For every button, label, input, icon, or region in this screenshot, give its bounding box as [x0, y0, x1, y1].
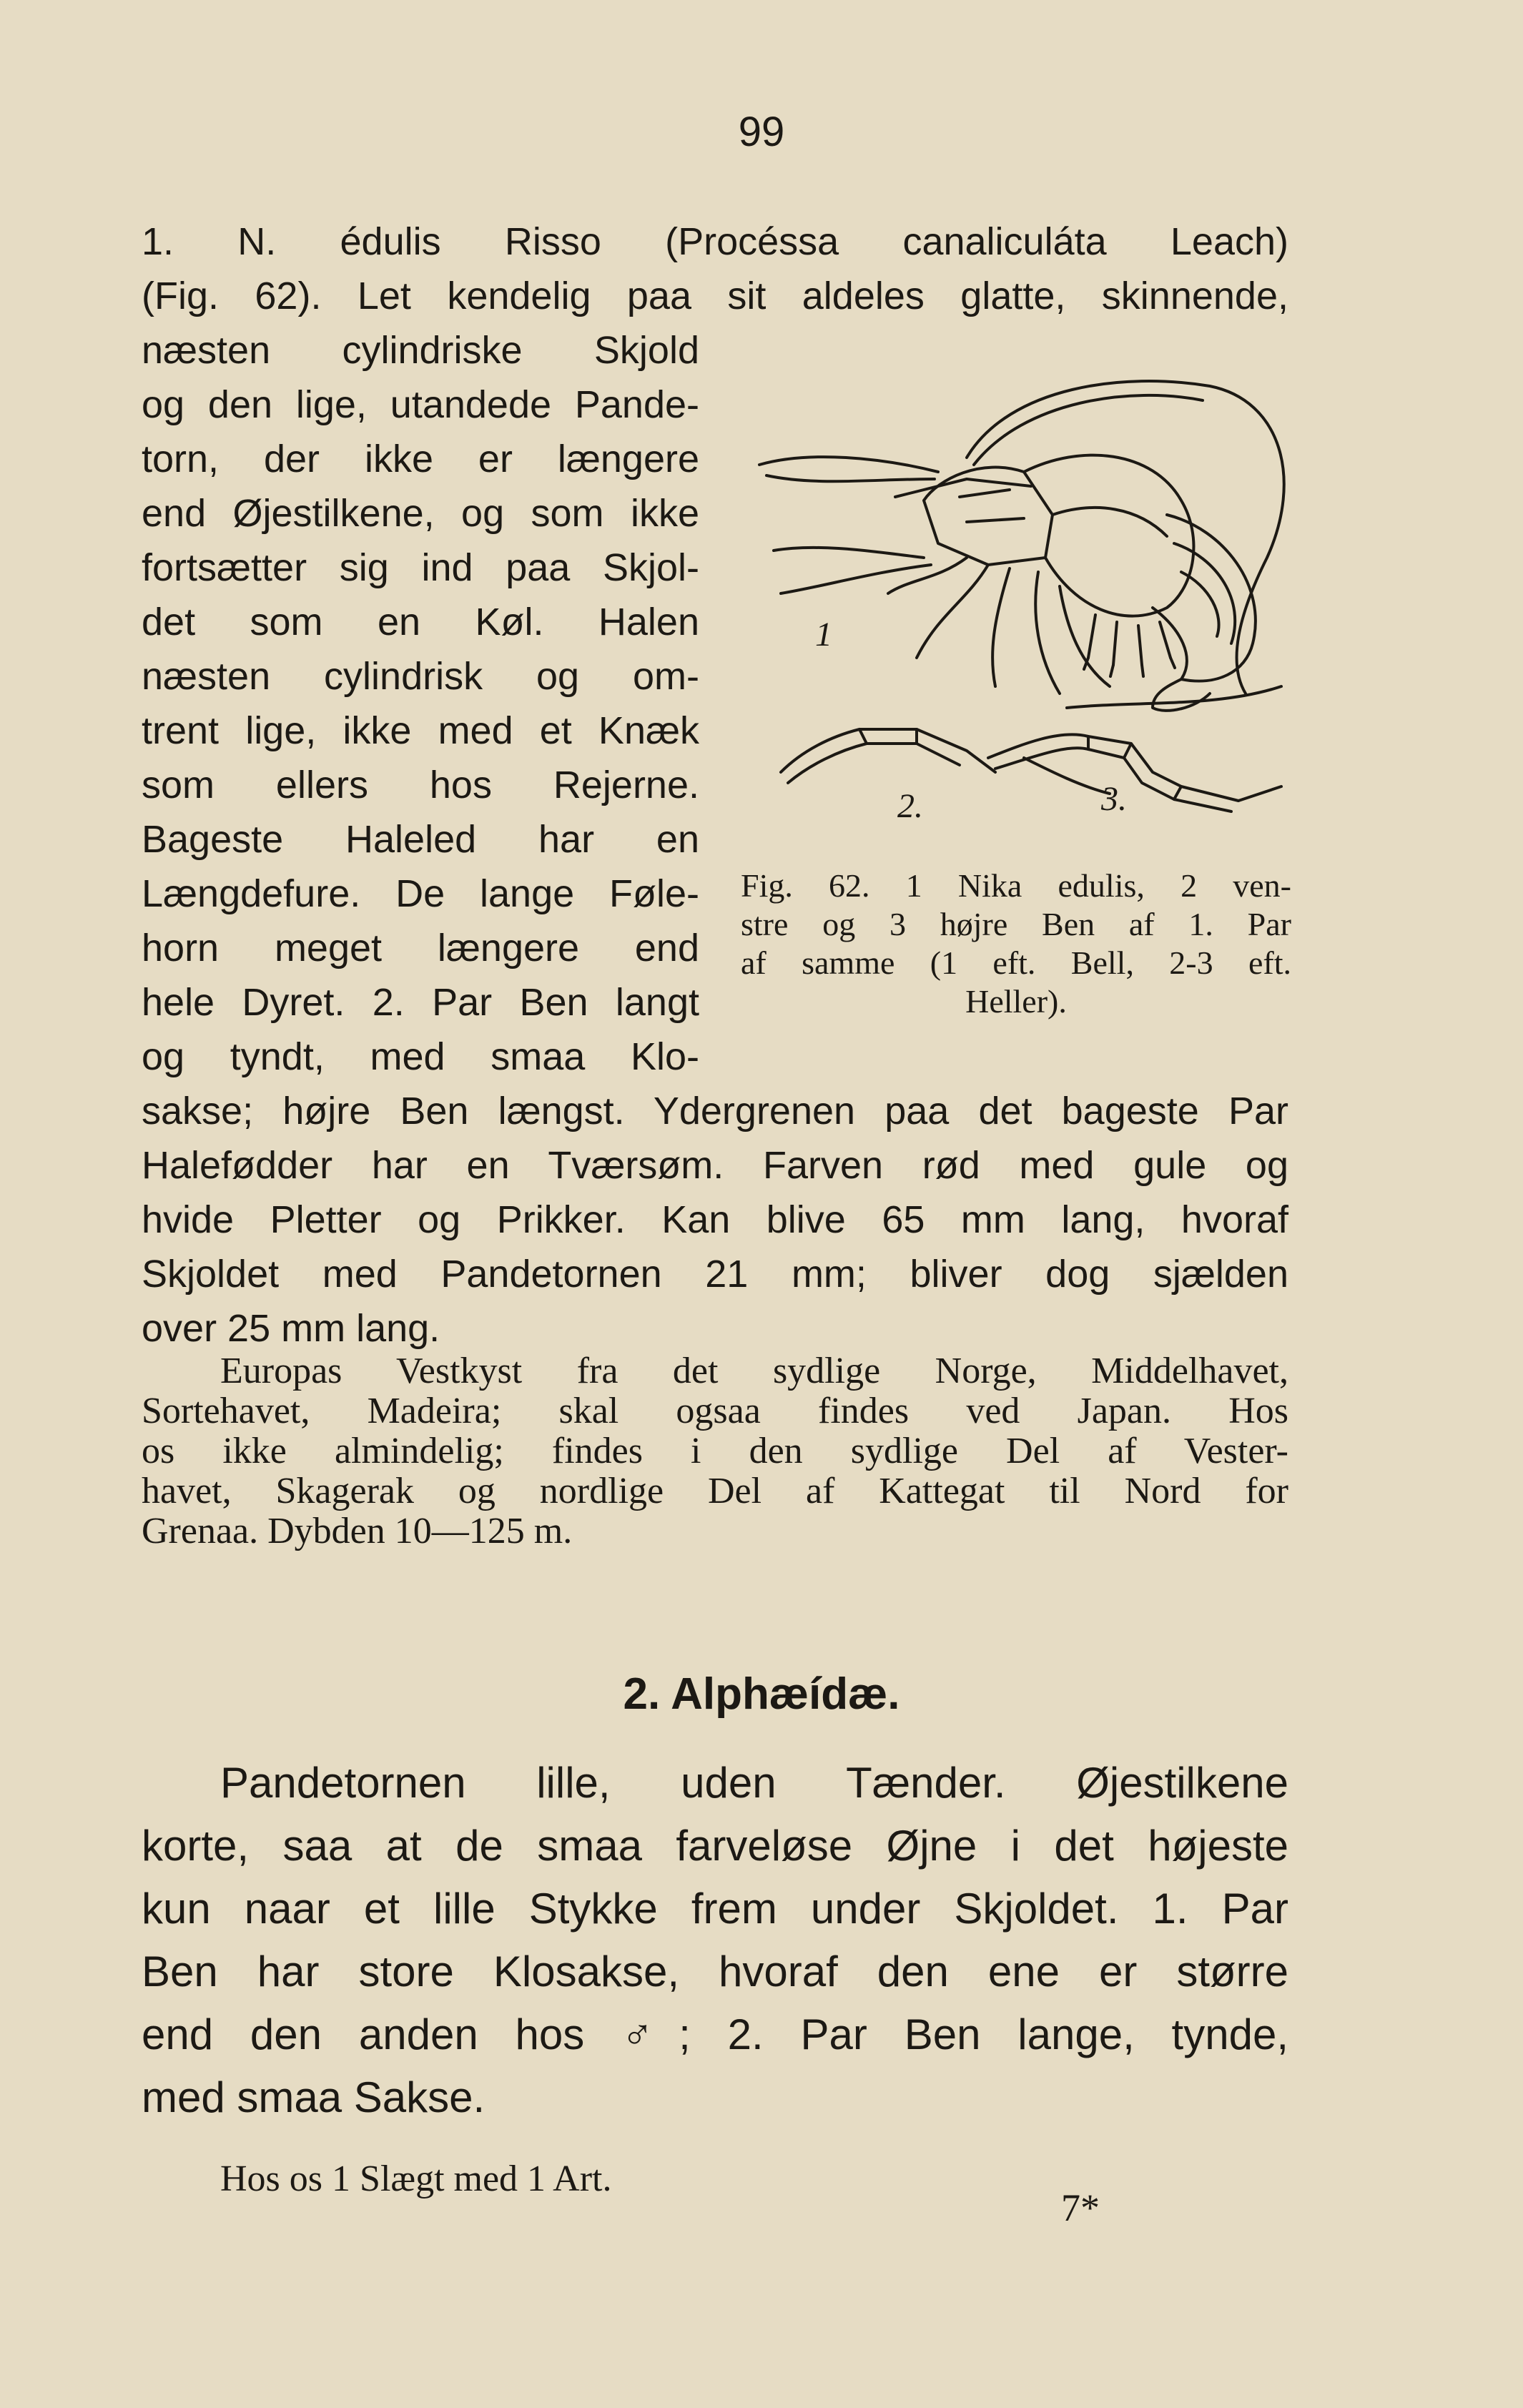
- text-line: som ellers hos Rejerne.: [142, 764, 699, 806]
- figure-caption-line: stre og 3 højre Ben af 1. Par: [741, 906, 1291, 942]
- family-description-line: med smaa Sakse.: [142, 2073, 486, 2121]
- page-number: 99: [738, 109, 785, 155]
- text-line: trent lige, ikke med et Knæk: [142, 709, 699, 752]
- text-line: og den lige, utandede Pande-: [142, 383, 699, 426]
- family-description-line: kun naar et lille Stykke frem under Skjoldet. 1. Par: [142, 1885, 1288, 1933]
- distribution-line: Grenaa. Dybden 10—125 m.: [142, 1511, 573, 1551]
- figure-caption-line: Heller).: [965, 983, 1067, 1020]
- figure-caption-line: af samme (1 eft. Bell, 2-3 eft.: [741, 944, 1291, 981]
- section-heading: 2. Alphæídæ.: [623, 1669, 900, 1719]
- family-description-line: Ben har store Klosakse, hvoraf den ene er større: [142, 1948, 1288, 1995]
- distribution-line: havet, Skagerak og nordlige Del af Kattegat til Nord for: [142, 1471, 1288, 1511]
- signature-mark: 7*: [1061, 2186, 1100, 2229]
- text-line: og tyndt, med smaa Klo-: [142, 1035, 699, 1078]
- text-line: Bageste Haleled har en: [142, 818, 699, 861]
- distribution-line: Sortehavet, Madeira; skal ogsaa findes ved Japan. Hos: [142, 1391, 1288, 1431]
- text-line: næsten cylindriske Skjold: [142, 329, 699, 372]
- text-line: over 25 mm lang.: [142, 1307, 440, 1350]
- text-line: næsten cylindrisk og om-: [142, 655, 699, 698]
- family-description-line: korte, saa at de smaa farveløse Øjne i det højeste: [142, 1822, 1288, 1870]
- shrimp-illustration: [752, 372, 1296, 858]
- text-line: end Øjestilkene, og som ikke: [142, 492, 699, 535]
- text-line: Halefødder har en Tværsøm. Farven rød med gule og: [142, 1144, 1288, 1187]
- text-line: hvide Pletter og Prikker. Kan blive 65 mm lang, hvoraf: [142, 1198, 1288, 1241]
- family-description-line: end den anden hos ♂; 2. Par Ben lange, tynde,: [142, 2010, 1288, 2058]
- distribution-line: os ikke almindelig; findes i den sydlige Del af Vester-: [142, 1431, 1288, 1471]
- text-line: torn, der ikke er længere: [142, 438, 699, 480]
- text-line: Skjoldet med Pandetornen 21 mm; bliver dog sjælden: [142, 1253, 1288, 1296]
- figure-caption-line: Fig. 62. 1 Nika edulis, 2 ven-: [741, 867, 1291, 904]
- text-line: (Fig. 62). Let kendelig paa sit aldeles glatte, skinnende,: [142, 275, 1288, 317]
- text-line: hele Dyret. 2. Par Ben langt: [142, 981, 699, 1024]
- text-line: fortsætter sig ind paa Skjol-: [142, 546, 699, 589]
- figure-label-2: 2.: [897, 787, 923, 825]
- text-line: Længdefure. De lange Føle-: [142, 872, 699, 915]
- figure-label-3: 3.: [1101, 780, 1127, 818]
- genus-note: Hos os 1 Slægt med 1 Art.: [220, 2158, 612, 2199]
- text-line: 1. N. édulis Risso (Procéssa canaliculáta Leach): [142, 220, 1288, 263]
- figure-label-1: 1: [815, 616, 832, 653]
- text-line: horn meget længere end: [142, 927, 699, 969]
- text-line: det som en Køl. Halen: [142, 601, 699, 643]
- family-description-line: Pandetornen lille, uden Tænder. Øjestilkene: [220, 1759, 1288, 1807]
- text-line: sakse; højre Ben længst. Ydergrenen paa det bageste Par: [142, 1090, 1288, 1133]
- distribution-line: Europas Vestkyst fra det sydlige Norge, Middelhavet,: [220, 1351, 1288, 1391]
